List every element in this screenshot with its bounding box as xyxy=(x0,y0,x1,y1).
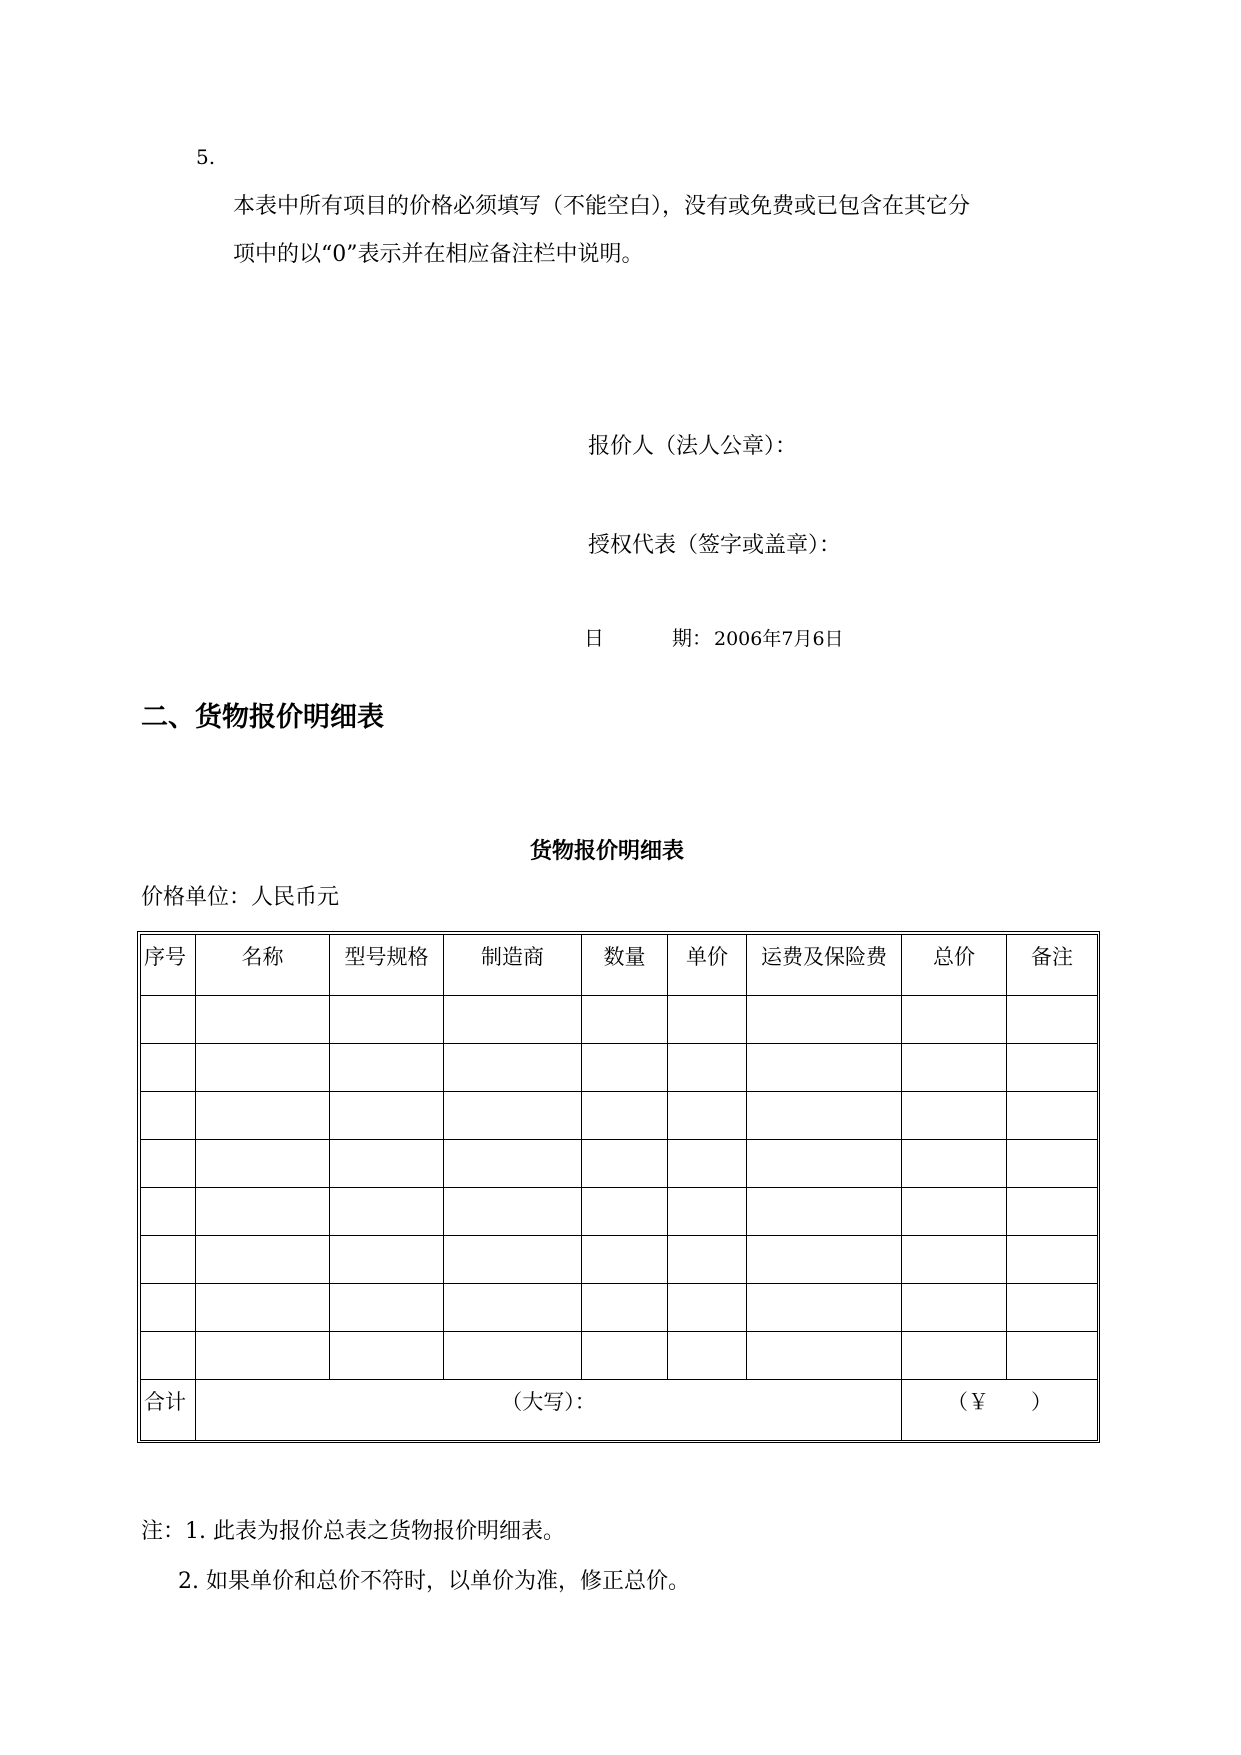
table-cell[interactable] xyxy=(330,1140,444,1188)
table-cell[interactable] xyxy=(668,996,747,1044)
date-label-2: 期： xyxy=(672,626,712,650)
table-cell[interactable] xyxy=(902,1044,1007,1092)
table-cell[interactable] xyxy=(668,1140,747,1188)
table-cell[interactable] xyxy=(196,1236,330,1284)
table-cell[interactable] xyxy=(196,1332,330,1380)
table-cell[interactable] xyxy=(582,996,668,1044)
table-cell[interactable] xyxy=(141,1236,196,1284)
table-cell[interactable] xyxy=(330,1092,444,1140)
table-row xyxy=(141,1284,1098,1332)
note-2: 2. 如果单价和总价不符时，以单价为准，修正总价。 xyxy=(178,1569,690,1594)
table-cell[interactable] xyxy=(141,1332,196,1380)
table-cell[interactable] xyxy=(196,996,330,1044)
table-cell[interactable] xyxy=(1007,1140,1098,1188)
table-cell[interactable] xyxy=(330,996,444,1044)
price-unit: 价格单位：人民币元 xyxy=(141,885,340,910)
table-cell[interactable] xyxy=(141,1044,196,1092)
item-number: 5. xyxy=(196,145,216,169)
table-cell[interactable] xyxy=(196,1188,330,1236)
header-freight-insurance: 运费及保险费 xyxy=(747,935,902,996)
table-cell[interactable] xyxy=(902,1092,1007,1140)
total-row xyxy=(141,1380,1098,1441)
table-cell[interactable] xyxy=(196,1284,330,1332)
table-cell[interactable] xyxy=(582,1092,668,1140)
table-cell[interactable] xyxy=(330,1236,444,1284)
table-cell[interactable] xyxy=(668,1284,747,1332)
item-text-line2: 项中的以“0”表示并在相应备注栏中说明。 xyxy=(233,242,644,267)
table-cell[interactable] xyxy=(196,1092,330,1140)
table-cell[interactable] xyxy=(196,1044,330,1092)
total-amount[interactable]: （￥ ） xyxy=(902,1380,1098,1441)
table-cell[interactable] xyxy=(582,1188,668,1236)
table-cell[interactable] xyxy=(444,996,582,1044)
table-cell[interactable] xyxy=(1007,996,1098,1044)
table-cell[interactable] xyxy=(902,1332,1007,1380)
table-cell[interactable] xyxy=(902,1188,1007,1236)
table-cell[interactable] xyxy=(1007,1332,1098,1380)
table-cell[interactable] xyxy=(747,1236,902,1284)
table-cell[interactable] xyxy=(668,1044,747,1092)
table-cell[interactable] xyxy=(330,1188,444,1236)
table-cell[interactable] xyxy=(330,1332,444,1380)
table-cell[interactable] xyxy=(330,1284,444,1332)
table-cell[interactable] xyxy=(902,996,1007,1044)
table-cell[interactable] xyxy=(141,1140,196,1188)
table-cell[interactable] xyxy=(444,1140,582,1188)
table-row xyxy=(141,1332,1098,1380)
table-row xyxy=(141,996,1098,1044)
table-row xyxy=(141,1188,1098,1236)
table-cell[interactable] xyxy=(444,1044,582,1092)
table-cell[interactable] xyxy=(747,1332,902,1380)
table-cell[interactable] xyxy=(330,1044,444,1092)
header-remarks: 备注 xyxy=(1007,935,1098,996)
table-cell[interactable] xyxy=(444,1284,582,1332)
table-cell[interactable] xyxy=(582,1140,668,1188)
note-1: 注：1. 此表为报价总表之货物报价明细表。 xyxy=(141,1519,565,1544)
table-cell[interactable] xyxy=(444,1332,582,1380)
table-header-row xyxy=(141,935,1098,996)
quotation-table xyxy=(137,931,1100,1443)
table-cell[interactable] xyxy=(582,1332,668,1380)
table-cell[interactable] xyxy=(444,1092,582,1140)
table-cell[interactable] xyxy=(582,1284,668,1332)
table-cell[interactable] xyxy=(747,1188,902,1236)
date-value: 2006年7月6日 xyxy=(714,628,844,650)
table-cell[interactable] xyxy=(1007,1284,1098,1332)
table-cell[interactable] xyxy=(668,1236,747,1284)
header-unit-price: 单价 xyxy=(668,935,747,996)
table-cell[interactable] xyxy=(141,996,196,1044)
section-heading: 二、货物报价明细表 xyxy=(141,702,384,733)
header-model: 型号规格 xyxy=(330,935,444,996)
table-cell[interactable] xyxy=(747,1044,902,1092)
table-cell[interactable] xyxy=(141,1092,196,1140)
table-cell[interactable] xyxy=(1007,1236,1098,1284)
table-cell[interactable] xyxy=(668,1188,747,1236)
table-cell[interactable] xyxy=(444,1188,582,1236)
table-cell[interactable] xyxy=(668,1332,747,1380)
table-cell[interactable] xyxy=(747,1140,902,1188)
item-text-line1: 本表中所有项目的价格必须填写（不能空白），没有或免费或已包含在其它分 xyxy=(233,194,971,219)
total-in-words[interactable]: （大写）： xyxy=(196,1380,902,1441)
header-name: 名称 xyxy=(196,935,330,996)
table-cell[interactable] xyxy=(902,1140,1007,1188)
table-cell[interactable] xyxy=(1007,1188,1098,1236)
table-cell[interactable] xyxy=(747,1092,902,1140)
total-label: 合计 xyxy=(141,1380,196,1441)
table-row xyxy=(141,1092,1098,1140)
table-cell[interactable] xyxy=(444,1236,582,1284)
table-cell[interactable] xyxy=(747,996,902,1044)
header-total-price: 总价 xyxy=(902,935,1007,996)
date-label-1: 日 xyxy=(584,626,604,650)
table-row xyxy=(141,1236,1098,1284)
table-row xyxy=(141,1140,1098,1188)
table-title: 货物报价明细表 xyxy=(530,839,685,864)
table-cell[interactable] xyxy=(747,1284,902,1332)
quoter-label: 报价人（法人公章）： xyxy=(588,434,798,459)
table-cell[interactable] xyxy=(902,1236,1007,1284)
table-cell[interactable] xyxy=(141,1188,196,1236)
header-manufacturer: 制造商 xyxy=(444,935,582,996)
table-cell[interactable] xyxy=(1007,1092,1098,1140)
table-row xyxy=(141,1044,1098,1092)
header-quantity: 数量 xyxy=(582,935,668,996)
table-cell[interactable] xyxy=(141,1284,196,1332)
table-cell[interactable] xyxy=(582,1236,668,1284)
table-cell[interactable] xyxy=(902,1284,1007,1332)
representative-label: 授权代表（签字或盖章）： xyxy=(588,533,842,558)
table-cell[interactable] xyxy=(1007,1044,1098,1092)
table-cell[interactable] xyxy=(196,1140,330,1188)
header-index: 序号 xyxy=(141,935,196,996)
table-cell[interactable] xyxy=(582,1044,668,1092)
table-cell[interactable] xyxy=(668,1092,747,1140)
